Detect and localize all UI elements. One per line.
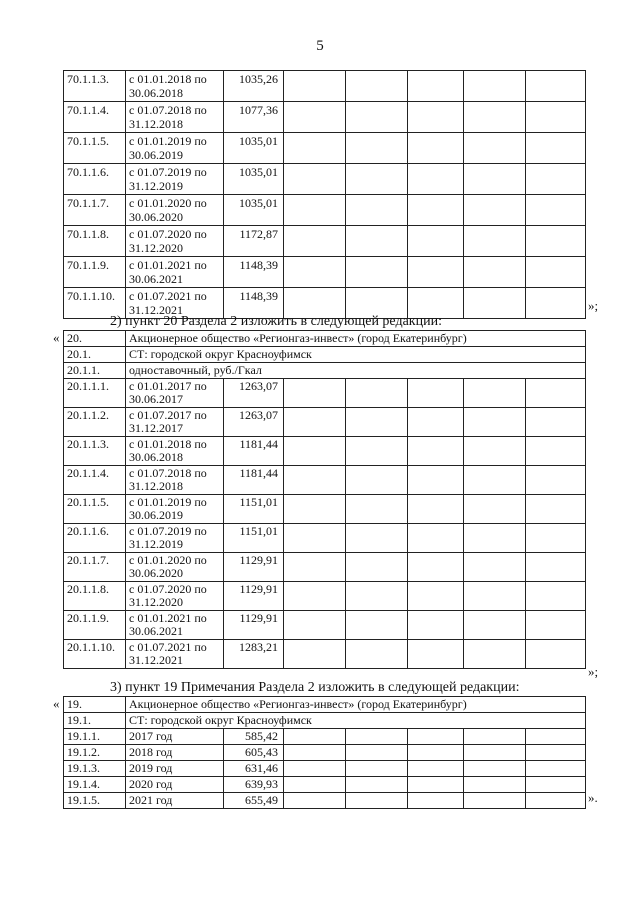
empty-cell: [284, 582, 346, 611]
row-number: 70.1.1.7.: [64, 195, 126, 226]
period-end: 30.06.2020: [129, 566, 183, 580]
empty-cell: [464, 466, 526, 495]
empty-cell: [464, 71, 526, 102]
period-start: с 01.01.2020 по: [129, 196, 207, 210]
tariff-table-20: [63, 330, 586, 669]
empty-cell: [346, 640, 408, 669]
period: [126, 611, 224, 640]
empty-cell: [346, 524, 408, 553]
period-start: с 01.01.2019 по: [129, 134, 207, 148]
empty-cell: [408, 133, 464, 164]
period-end: 31.12.2018: [129, 117, 183, 131]
empty-cell: [346, 195, 408, 226]
tariff-value: 1263,07: [224, 379, 284, 408]
period-end: 31.12.2020: [129, 595, 183, 609]
row-number: 20.1.1.1.: [64, 379, 126, 408]
empty-cell: [346, 379, 408, 408]
empty-cell: [526, 466, 586, 495]
empty-cell: [346, 226, 408, 257]
empty-cell: [346, 408, 408, 437]
empty-cell: [464, 408, 526, 437]
row-number: 70.1.1.8.: [64, 226, 126, 257]
tariff-value: 1035,26: [224, 71, 284, 102]
row-number: 19.1.5.: [64, 793, 126, 809]
row-number: 20.1.1.4.: [64, 466, 126, 495]
empty-cell: [464, 288, 526, 319]
note-value: 639,93: [224, 777, 284, 793]
table-row: [64, 195, 586, 226]
period-start: с 01.07.2020 по: [129, 227, 207, 241]
tariff-value: 1035,01: [224, 195, 284, 226]
period-end: 30.06.2019: [129, 508, 183, 522]
period-start: с 01.01.2021 по: [129, 611, 207, 625]
tariff-value: 1151,01: [224, 495, 284, 524]
empty-cell: [526, 257, 586, 288]
territory-name: СТ: городской округ Красноуфимск: [126, 713, 586, 729]
empty-cell: [346, 102, 408, 133]
empty-cell: [526, 102, 586, 133]
period-start: с 01.07.2021 по: [129, 289, 207, 303]
period: [126, 640, 224, 669]
empty-cell: [526, 408, 586, 437]
year: 2020 год: [126, 777, 224, 793]
period-end: 31.12.2020: [129, 241, 183, 255]
period-start: с 01.07.2018 по: [129, 103, 207, 117]
row-number: 19.1.3.: [64, 761, 126, 777]
tariff-value: 1129,91: [224, 611, 284, 640]
empty-cell: [284, 777, 346, 793]
tariff-value: 1129,91: [224, 553, 284, 582]
period-end: 30.06.2017: [129, 392, 183, 406]
empty-cell: [346, 761, 408, 777]
empty-cell: [408, 793, 464, 809]
table-subheader-row: [64, 363, 586, 379]
table-row: [64, 495, 586, 524]
org-name: Акционерное общество «Регионгаз-инвест» (город Екатеринбург): [126, 331, 586, 347]
row-number: 70.1.1.4.: [64, 102, 126, 133]
table3-close-quote: ».: [588, 790, 598, 805]
empty-cell: [284, 553, 346, 582]
empty-cell: [346, 611, 408, 640]
empty-cell: [464, 226, 526, 257]
tariff-value: 1181,44: [224, 437, 284, 466]
org-name: Акционерное общество «Регионгаз-инвест» (город Екатеринбург): [126, 697, 586, 713]
empty-cell: [346, 729, 408, 745]
table3-open-quote: «: [53, 696, 60, 711]
tariff-value: 1148,39: [224, 288, 284, 319]
period: [126, 133, 224, 164]
empty-cell: [408, 553, 464, 582]
empty-cell: [346, 437, 408, 466]
tariff-value: 1151,01: [224, 524, 284, 553]
period-start: с 01.01.2017 по: [129, 379, 207, 393]
note-value: 631,46: [224, 761, 284, 777]
period-end: 30.06.2018: [129, 450, 183, 464]
empty-cell: [284, 793, 346, 809]
period-start: с 01.07.2021 по: [129, 640, 207, 654]
empty-cell: [526, 777, 586, 793]
empty-cell: [284, 466, 346, 495]
territory-number: 20.1.: [64, 347, 126, 363]
tariff-value: 1129,91: [224, 582, 284, 611]
row-number: 20.1.1.8.: [64, 582, 126, 611]
tariff-table-70: [63, 70, 586, 319]
empty-cell: [464, 164, 526, 195]
table-row: [64, 553, 586, 582]
year: 2018 год: [126, 745, 224, 761]
table-header-row: [64, 331, 586, 347]
empty-cell: [284, 524, 346, 553]
table-row: [64, 611, 586, 640]
tariff-value: 1035,01: [224, 164, 284, 195]
empty-cell: [408, 257, 464, 288]
table-row: [64, 777, 586, 793]
row-number: 19.1.4.: [64, 777, 126, 793]
page-number: 5: [316, 38, 324, 54]
empty-cell: [526, 71, 586, 102]
tariff-type-number: 20.1.1.: [64, 363, 126, 379]
empty-cell: [284, 729, 346, 745]
org-number: 20.: [64, 331, 126, 347]
empty-cell: [464, 437, 526, 466]
row-number: 20.1.1.6.: [64, 524, 126, 553]
tariff-value: 1077,36: [224, 102, 284, 133]
table2-close-quote: »;: [588, 664, 599, 679]
table-row: [64, 640, 586, 669]
period-end: 30.06.2018: [129, 86, 183, 100]
period-start: с 01.07.2019 по: [129, 165, 207, 179]
table-subheader-row: [64, 347, 586, 363]
period-start: с 01.01.2018 по: [129, 72, 207, 86]
table-row: [64, 524, 586, 553]
table-row: [64, 226, 586, 257]
empty-cell: [464, 257, 526, 288]
empty-cell: [464, 611, 526, 640]
empty-cell: [526, 761, 586, 777]
empty-cell: [408, 524, 464, 553]
empty-cell: [408, 777, 464, 793]
period: [126, 102, 224, 133]
note-table-19: [63, 696, 586, 809]
empty-cell: [346, 495, 408, 524]
table1-close-quote: »;: [588, 298, 599, 313]
tariff-value: 1181,44: [224, 466, 284, 495]
empty-cell: [346, 71, 408, 102]
note-value: 585,42: [224, 729, 284, 745]
empty-cell: [284, 745, 346, 761]
empty-cell: [408, 745, 464, 761]
period: [126, 379, 224, 408]
period-start: с 01.07.2020 по: [129, 582, 207, 596]
empty-cell: [346, 777, 408, 793]
period-end: 31.12.2021: [129, 653, 183, 667]
period-end: 30.06.2021: [129, 272, 183, 286]
row-number: 70.1.1.3.: [64, 71, 126, 102]
empty-cell: [346, 164, 408, 195]
empty-cell: [526, 226, 586, 257]
row-number: 19.1.1.: [64, 729, 126, 745]
empty-cell: [464, 745, 526, 761]
empty-cell: [408, 164, 464, 195]
period: [126, 553, 224, 582]
table-row: [64, 133, 586, 164]
section-heading-3: 3) пункт 19 Примечания Раздела 2 изложить в следующей редакции:: [110, 680, 520, 695]
tariff-type-name: одноставочный, руб./Гкал: [126, 363, 586, 379]
table-subheader-row: [64, 713, 586, 729]
table-row: [64, 71, 586, 102]
period-end: 30.06.2021: [129, 624, 183, 638]
period: [126, 164, 224, 195]
row-number: 19.1.2.: [64, 745, 126, 761]
empty-cell: [526, 437, 586, 466]
row-number: 70.1.1.10.: [64, 288, 126, 319]
empty-cell: [284, 495, 346, 524]
table-row: [64, 408, 586, 437]
period-end: 30.06.2019: [129, 148, 183, 162]
tariff-value: 1263,07: [224, 408, 284, 437]
empty-cell: [526, 611, 586, 640]
org-number: 19.: [64, 697, 126, 713]
empty-cell: [284, 437, 346, 466]
period: [126, 226, 224, 257]
table-row: [64, 761, 586, 777]
table-row: [64, 582, 586, 611]
period-start: с 01.01.2020 по: [129, 553, 207, 567]
empty-cell: [284, 226, 346, 257]
empty-cell: [408, 195, 464, 226]
row-number: 70.1.1.5.: [64, 133, 126, 164]
period-start: с 01.01.2018 по: [129, 437, 207, 451]
note-value: 655,49: [224, 793, 284, 809]
period-end: 31.12.2018: [129, 479, 183, 493]
period: [126, 257, 224, 288]
empty-cell: [408, 611, 464, 640]
empty-cell: [408, 729, 464, 745]
empty-cell: [464, 582, 526, 611]
empty-cell: [526, 288, 586, 319]
period-start: с 01.01.2021 по: [129, 258, 207, 272]
empty-cell: [408, 466, 464, 495]
period: [126, 408, 224, 437]
empty-cell: [346, 133, 408, 164]
year: 2017 год: [126, 729, 224, 745]
table-row: [64, 793, 586, 809]
empty-cell: [464, 495, 526, 524]
tariff-value: 1035,01: [224, 133, 284, 164]
empty-cell: [464, 195, 526, 226]
empty-cell: [408, 71, 464, 102]
empty-cell: [464, 729, 526, 745]
empty-cell: [408, 582, 464, 611]
empty-cell: [346, 793, 408, 809]
period-start: с 01.07.2019 по: [129, 524, 207, 538]
row-number: 70.1.1.9.: [64, 257, 126, 288]
empty-cell: [464, 777, 526, 793]
empty-cell: [346, 466, 408, 495]
empty-cell: [408, 408, 464, 437]
period: [126, 437, 224, 466]
table-row: [64, 745, 586, 761]
territory-number: 19.1.: [64, 713, 126, 729]
period: [126, 71, 224, 102]
tariff-value: 1172,87: [224, 226, 284, 257]
empty-cell: [526, 793, 586, 809]
period-end: 31.12.2019: [129, 537, 183, 551]
territory-name: СТ: городской округ Красноуфимск: [126, 347, 586, 363]
empty-cell: [284, 133, 346, 164]
table-row: [64, 437, 586, 466]
period-start: с 01.07.2017 по: [129, 408, 207, 422]
empty-cell: [284, 640, 346, 669]
table-row: [64, 164, 586, 195]
empty-cell: [346, 582, 408, 611]
year: 2021 год: [126, 793, 224, 809]
table-row: [64, 729, 586, 745]
empty-cell: [284, 379, 346, 408]
empty-cell: [526, 195, 586, 226]
period-start: с 01.07.2018 по: [129, 466, 207, 480]
empty-cell: [464, 640, 526, 669]
table-row: [64, 379, 586, 408]
tariff-value: 1283,21: [224, 640, 284, 669]
note-value: 605,43: [224, 745, 284, 761]
empty-cell: [284, 257, 346, 288]
table-row: [64, 257, 586, 288]
period: [126, 582, 224, 611]
tariff-value: 1148,39: [224, 257, 284, 288]
year: 2019 год: [126, 761, 224, 777]
row-number: 20.1.1.7.: [64, 553, 126, 582]
period-end: 31.12.2017: [129, 421, 183, 435]
empty-cell: [284, 611, 346, 640]
row-number: 20.1.1.2.: [64, 408, 126, 437]
empty-cell: [284, 408, 346, 437]
empty-cell: [526, 640, 586, 669]
empty-cell: [284, 164, 346, 195]
empty-cell: [526, 164, 586, 195]
empty-cell: [526, 745, 586, 761]
empty-cell: [284, 195, 346, 226]
table-row: [64, 102, 586, 133]
empty-cell: [408, 102, 464, 133]
empty-cell: [284, 761, 346, 777]
empty-cell: [526, 553, 586, 582]
table-row: [64, 466, 586, 495]
empty-cell: [464, 553, 526, 582]
empty-cell: [408, 761, 464, 777]
period-end: 30.06.2020: [129, 210, 183, 224]
empty-cell: [526, 582, 586, 611]
empty-cell: [284, 102, 346, 133]
period-start: с 01.01.2019 по: [129, 495, 207, 509]
empty-cell: [408, 379, 464, 408]
period-end: 31.12.2019: [129, 179, 183, 193]
period: [126, 495, 224, 524]
empty-cell: [464, 761, 526, 777]
empty-cell: [526, 524, 586, 553]
table-header-row: [64, 697, 586, 713]
period: [126, 524, 224, 553]
empty-cell: [526, 133, 586, 164]
empty-cell: [526, 729, 586, 745]
empty-cell: [346, 553, 408, 582]
row-number: 20.1.1.9.: [64, 611, 126, 640]
empty-cell: [526, 495, 586, 524]
row-number: 20.1.1.10.: [64, 640, 126, 669]
row-number: 70.1.1.6.: [64, 164, 126, 195]
row-number: 20.1.1.5.: [64, 495, 126, 524]
period: [126, 195, 224, 226]
empty-cell: [464, 102, 526, 133]
table2-open-quote: «: [53, 330, 60, 345]
row-number: 20.1.1.3.: [64, 437, 126, 466]
empty-cell: [408, 640, 464, 669]
empty-cell: [346, 257, 408, 288]
empty-cell: [408, 226, 464, 257]
empty-cell: [408, 437, 464, 466]
empty-cell: [464, 379, 526, 408]
empty-cell: [464, 793, 526, 809]
empty-cell: [526, 379, 586, 408]
section-heading-2: 2) пункт 20 Раздела 2 изложить в следующей редакции:: [110, 314, 442, 329]
empty-cell: [284, 71, 346, 102]
period-end: 31.12.2021: [129, 303, 183, 317]
empty-cell: [408, 495, 464, 524]
empty-cell: [464, 524, 526, 553]
empty-cell: [346, 745, 408, 761]
empty-cell: [464, 133, 526, 164]
period: [126, 466, 224, 495]
